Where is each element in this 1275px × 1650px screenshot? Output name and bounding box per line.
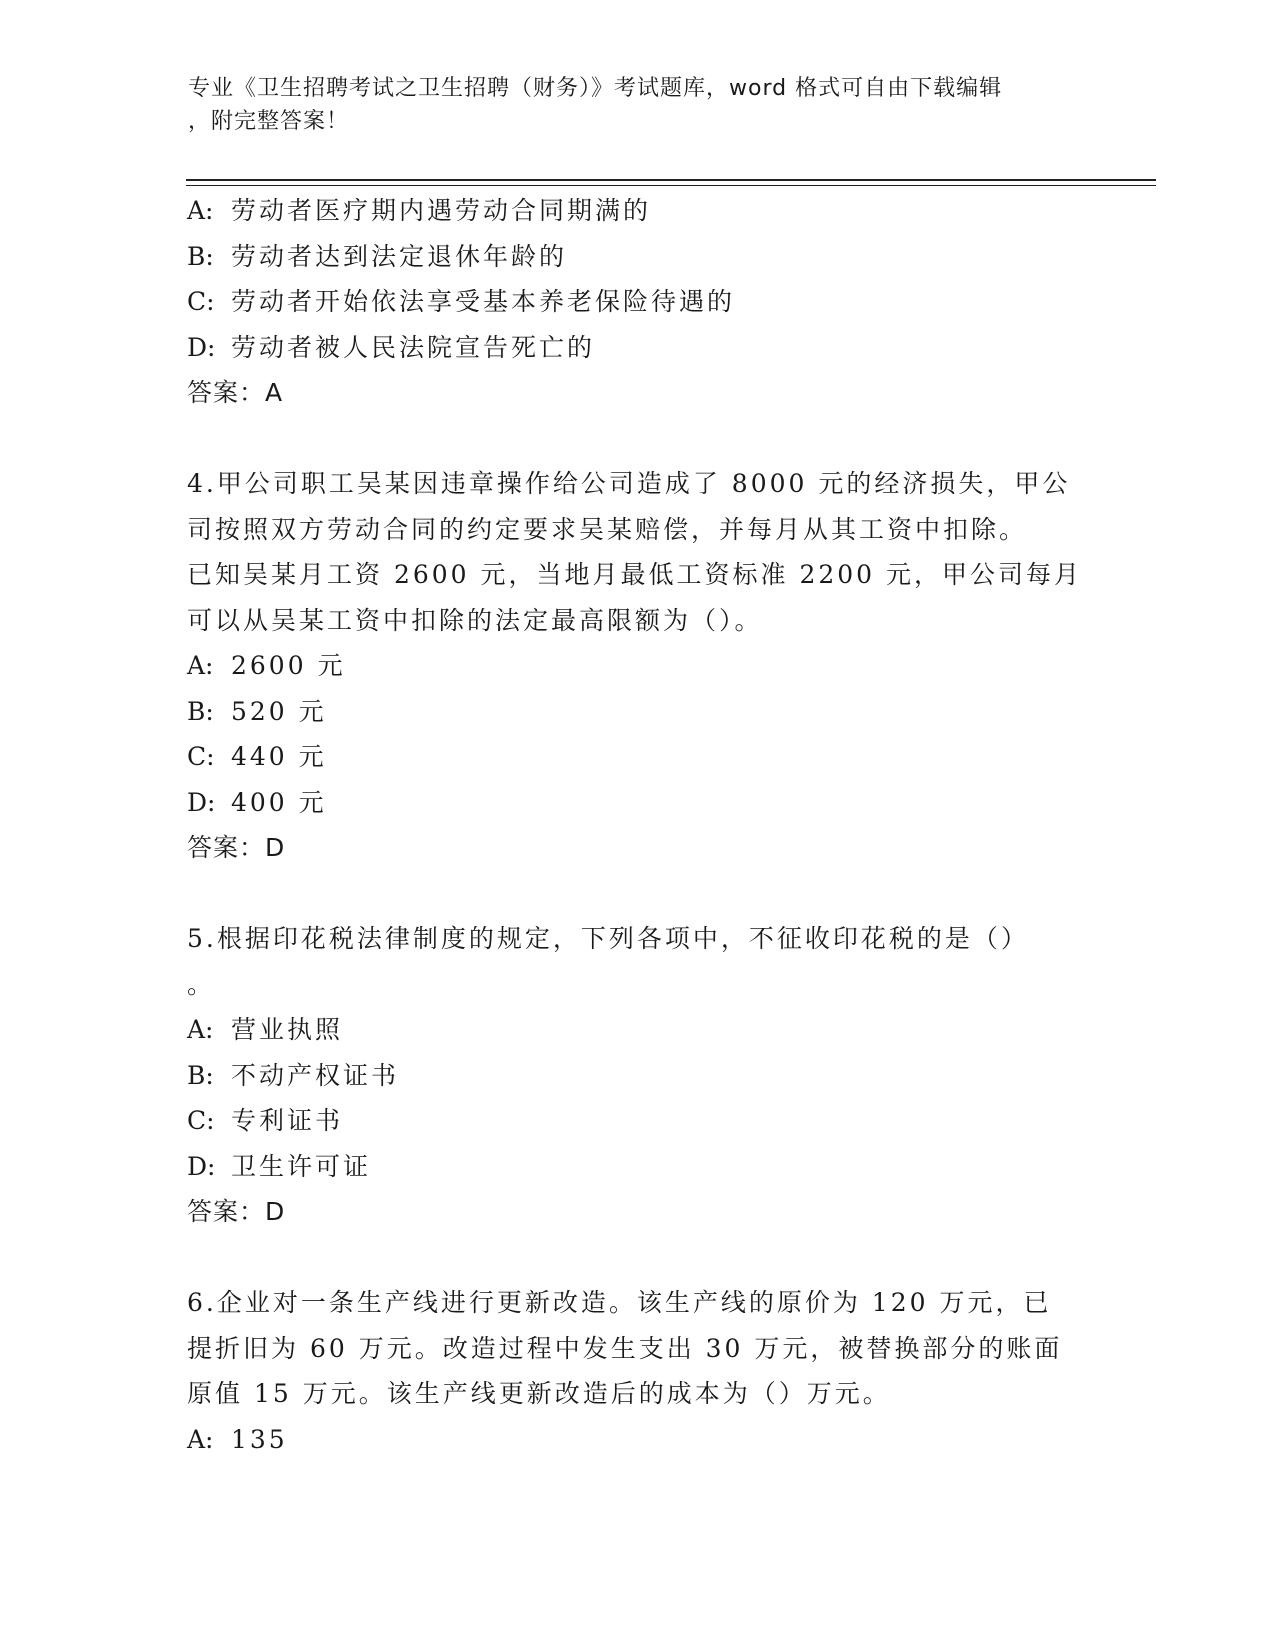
- header-rule: [186, 179, 1156, 181]
- option-text: 400 元: [231, 787, 327, 817]
- option-letter: D:: [187, 787, 216, 817]
- answer-line: 答案：A: [187, 378, 284, 407]
- question-text-line: 司按照双方劳动合同的约定要求吴某赔偿，并每月从其工资中扣除。: [187, 514, 1028, 544]
- option-c: [187, 1098, 1077, 1144]
- option-letter: A:: [187, 1015, 214, 1044]
- option-text: 劳动者开始依法享受基本养老保险待遇的: [231, 287, 736, 316]
- question-text-line: 可以从吴某工资中扣除的法定最高限额为（）。: [187, 605, 763, 635]
- option-letter: B:: [187, 1060, 214, 1090]
- option-d: [187, 325, 1077, 371]
- option-text: 135: [231, 1424, 288, 1454]
- option-letter: D:: [187, 332, 216, 362]
- question-text-line: 已知吴某月工资 2600 元，当地月最低工资标准 2200 元，甲公司每月: [187, 560, 1083, 589]
- question-list: [187, 188, 1083, 1462]
- question-3: [187, 188, 1077, 416]
- option-text: 营业执照: [231, 1015, 344, 1044]
- option-text: 劳动者达到法定退休年龄的: [231, 241, 568, 271]
- option-letter: A:: [187, 651, 214, 680]
- option-letter: A:: [187, 196, 214, 225]
- option-a: [187, 643, 1077, 689]
- header-rule-thin: [186, 185, 1156, 186]
- option-letter: B:: [187, 241, 214, 271]
- question-text-line: 5.根据印花税法律制度的规定，下列各项中，不征收印花税的是（）: [187, 924, 1029, 953]
- option-letter: C:: [187, 287, 215, 316]
- option-text: 520 元: [231, 696, 327, 726]
- option-letter: C:: [187, 1106, 215, 1135]
- option-text: 专利证书: [231, 1106, 344, 1135]
- option-letter: C:: [187, 742, 215, 771]
- option-text: 劳动者被人民法院宣告死亡的: [231, 332, 596, 362]
- option-letter: D:: [187, 1151, 216, 1181]
- option-b: [187, 689, 1077, 735]
- document-header: [188, 72, 1088, 138]
- option-c: [187, 734, 1077, 780]
- spacer: [187, 871, 1077, 917]
- option-b: [187, 1053, 1077, 1099]
- question-text-line: 4.甲公司职工吴某因违章操作给公司造成了 8000 元的经济损失，甲公: [187, 469, 1071, 498]
- option-text: 440 元: [231, 742, 327, 771]
- question-text-line: 。: [187, 969, 216, 999]
- option-letter: A:: [187, 1424, 214, 1454]
- question-5: [187, 916, 1077, 1235]
- option-a: [187, 1007, 1077, 1053]
- question-text-line: 原值 15 万元。该生产线更新改造后的成本为（）万元。: [187, 1379, 891, 1408]
- answer-line: 答案：D: [187, 1197, 286, 1226]
- question-text-line: 6.企业对一条生产线进行更新改造。该生产线的原价为 120 万元，已: [187, 1288, 1052, 1317]
- header-line-1: 专业《卫生招聘考试之卫生招聘（财务）》考试题库，word 格式可自由下载编辑: [188, 76, 1003, 101]
- option-d: [187, 1144, 1077, 1190]
- header-line-2: ，附完整答案！: [188, 109, 350, 134]
- answer-line: 答案：D: [187, 833, 286, 862]
- option-b: [187, 234, 1077, 280]
- option-text: 劳动者医疗期内遇劳动合同期满的: [231, 196, 652, 225]
- question-4: [187, 461, 1083, 871]
- option-text: 不动产权证书: [231, 1060, 400, 1090]
- option-a: [187, 188, 1077, 234]
- option-c: [187, 279, 1077, 325]
- question-6: [187, 1280, 1077, 1462]
- option-a: [187, 1417, 1077, 1463]
- option-text: 卫生许可证: [231, 1151, 372, 1181]
- spacer: [187, 1235, 1077, 1281]
- question-text-line: 提折旧为 60 万元。改造过程中发生支出 30 万元，被替换部分的账面: [187, 1333, 1063, 1363]
- option-text: 2600 元: [231, 651, 346, 680]
- option-letter: B:: [187, 696, 214, 726]
- option-d: [187, 780, 1077, 826]
- spacer: [187, 416, 1077, 462]
